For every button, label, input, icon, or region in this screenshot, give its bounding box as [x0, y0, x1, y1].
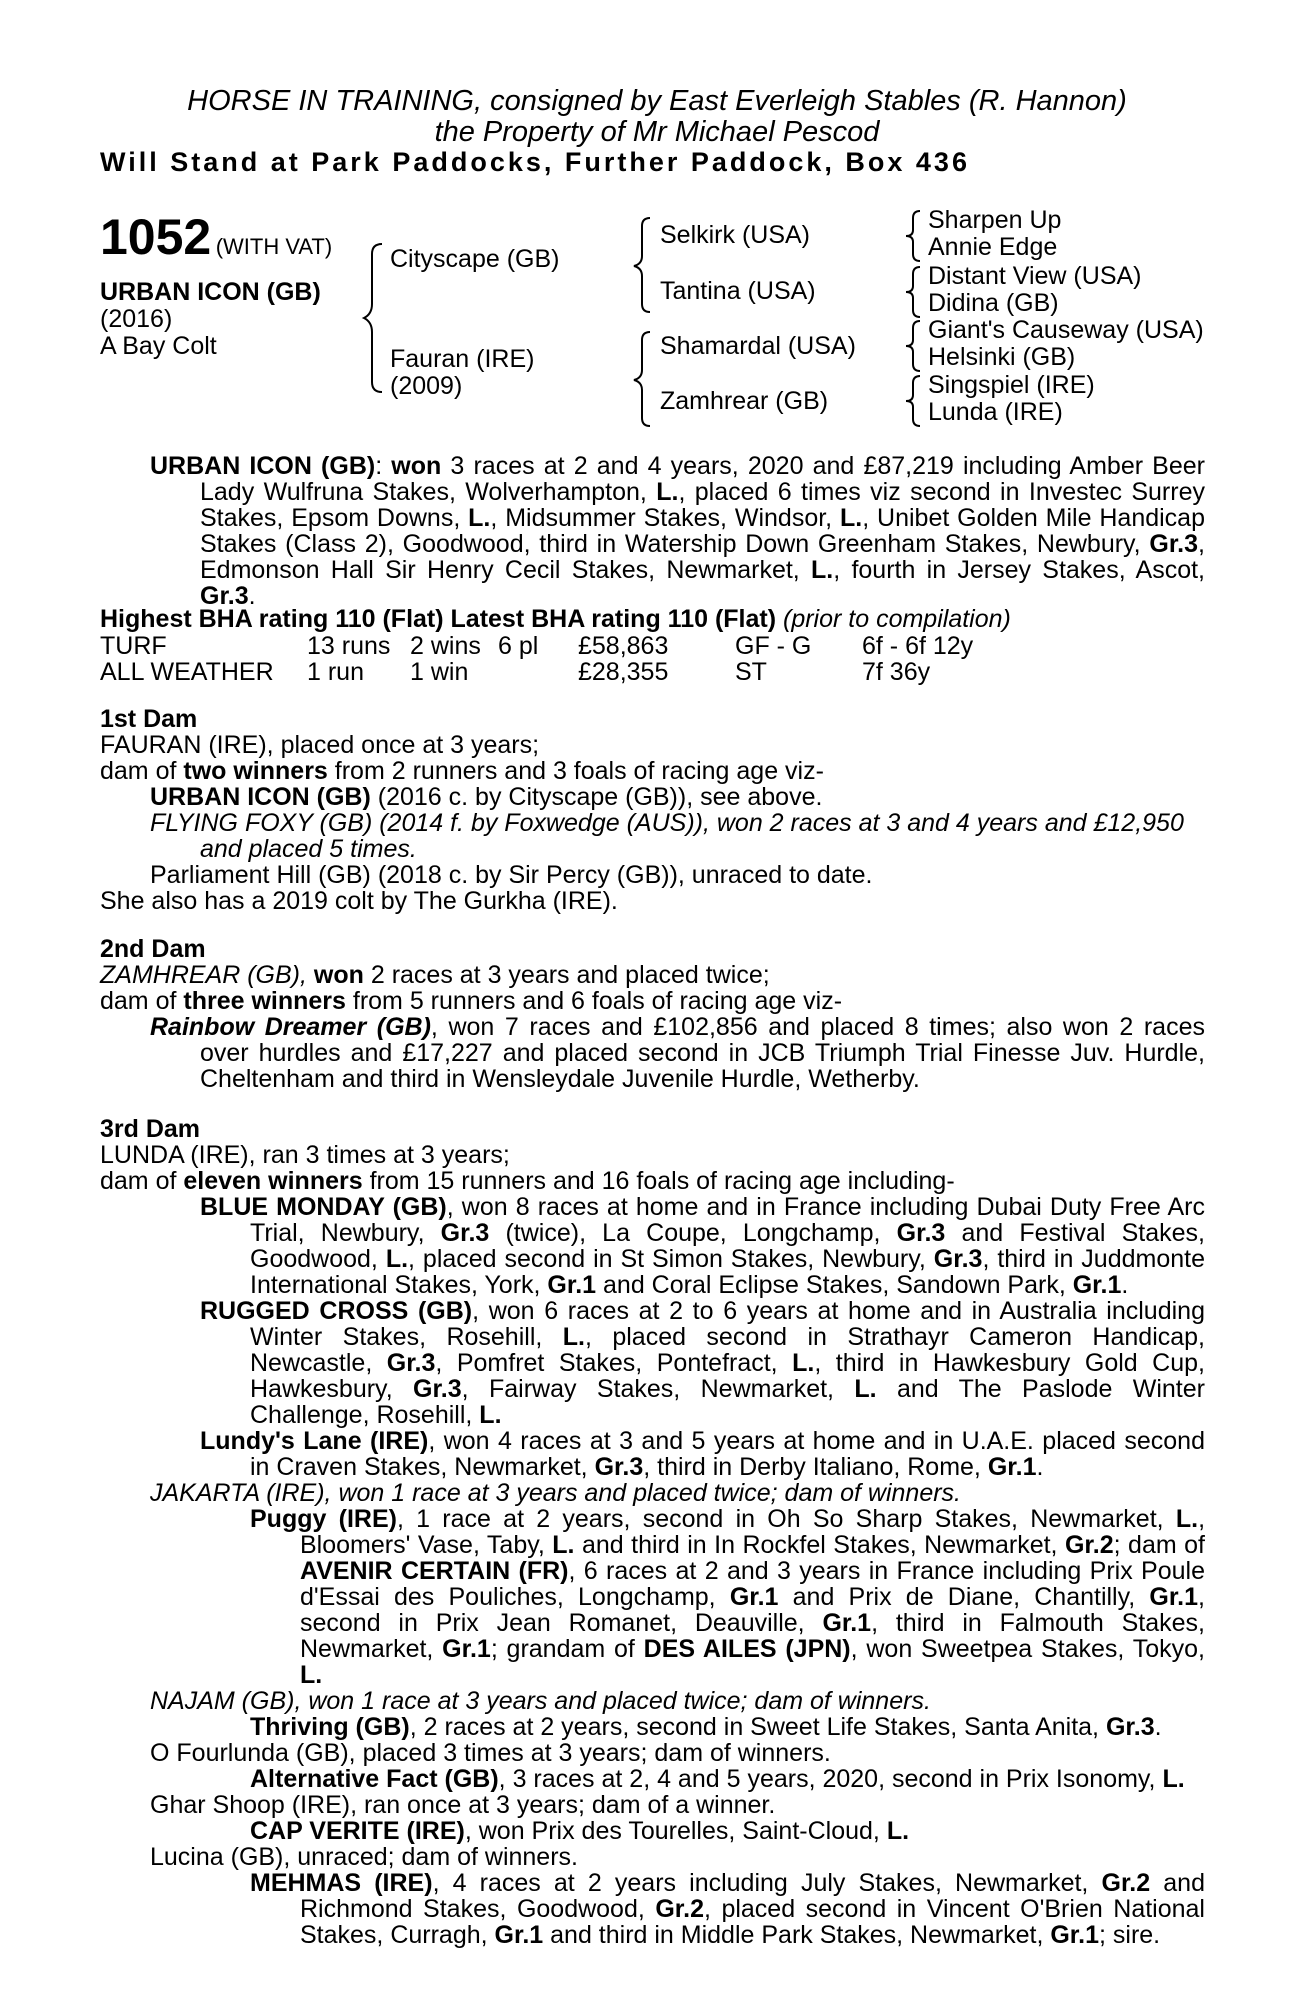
foaling-year: (2016): [100, 305, 173, 333]
jakarta: JAKARTA (IRE), won 1 race at 3 years and placed twice; dam of winners.: [150, 1479, 961, 1507]
dam-sire-dam: Helsinki (GB): [928, 343, 1076, 371]
consignor-line: HORSE IN TRAINING, consigned by East Everleigh Stables (R. Hannon): [187, 85, 1127, 117]
turf-surface: TURF: [100, 632, 167, 660]
sire-sire: Selkirk (USA): [660, 221, 811, 249]
ghar-shoop: Ghar Shoop (IRE), ran once at 3 years; dam of a winner.: [150, 1791, 776, 1819]
first-dam-section: 1st Dam FAURAN (IRE), placed once at 3 years; dam of two winners from 2 runners and 3 foals of racing age viz- URBAN ICON (GB) (2016 c. by Cityscape (GB)), see above. FLYING FOXY (GB) (2014 f. by Foxwedge (AUS)), won 2 races at 3 and 4 years and £12,950 and placed 5 times. Parliament Hill (GB) (2018 c. by Sir Percy (GB)), unraced to date. She also has a 2019 colt by The Gurkha (IRE).: [100, 706, 1205, 914]
aw-distance: 7f 36y: [862, 658, 931, 686]
flying-foxy: FLYING FOXY (GB) (2014 f. by Foxwedge (AUS)), won 2 races at 3 and 4 years and £12,950 and placed 5 times.: [150, 809, 1184, 863]
owner-line: the Property of Mr Michael Pescod: [434, 116, 880, 148]
thriving: Thriving (GB), 2 races at 2 years, second in Sweet Life Stakes, Santa Anita, Gr.3.: [250, 1713, 1162, 1741]
horse-name: URBAN ICON (GB): [100, 278, 321, 306]
sire-parents-brace-icon: [630, 214, 654, 314]
turf-earnings: £58,863: [578, 632, 669, 660]
dam-sire: Shamardal (USA): [660, 332, 856, 360]
gen3-brace-2-icon: [902, 264, 924, 320]
sire: Cityscape (GB): [390, 245, 560, 273]
horse-description: A Bay Colt: [100, 332, 217, 360]
dam-dam-dam: Lunda (IRE): [928, 398, 1063, 426]
cap-verite: CAP VERITE (IRE), won Prix des Tourelles, Saint-Cloud, L.: [250, 1817, 910, 1845]
dam-dam-sire: Singspiel (IRE): [928, 371, 1095, 399]
first-dam-line: FAURAN (IRE), placed once at 3 years;: [100, 731, 540, 759]
lot-block: [100, 208, 332, 266]
stand-location: Will Stand at Park Paddocks, Further Paddock, Box 436: [100, 147, 970, 177]
dam-sire-sire: Giant's Causeway (USA): [928, 316, 1204, 344]
sire-sire-dam: Annie Edge: [928, 233, 1058, 261]
vat-note: (WITH VAT): [215, 234, 333, 259]
race-record: URBAN ICON (GB): won 3 races at 2 and 4 years, 2020 and £87,219 including Amber Beer Lady Wulfruna Stakes, Wolverhampton, L., placed 6 times viz second in Investec Surrey Stakes, Epsom Downs, L., Midsummer Stakes, Windsor, L., Unibet Golden Mile Handicap Stakes (Class 2), Goodwood, third in Watership Down Greenham Stakes, Newbury, Gr.3, Edmonson Hall Sir Henry Cecil Stakes, Newmarket, L., fourth in Jersey Stakes, Ascot, Gr.3.: [150, 452, 1206, 610]
najam: NAJAM (GB), won 1 race at 3 years and placed twice; dam of winners.: [150, 1687, 931, 1715]
lot-number: 1052: [100, 209, 212, 265]
turf-wins: 2 wins: [410, 632, 481, 660]
aw-going: ST: [735, 658, 767, 686]
sire-dam: Tantina (USA): [660, 277, 816, 305]
lundys-lane: Lundy's Lane (IRE), won 4 races at 3 and 5 years at home and in U.A.E. placed second in Craven Stakes, Newmarket, Gr.3, third in Derby Italiano, Rome, Gr.1.: [200, 1427, 1205, 1481]
rugged-cross: RUGGED CROSS (GB), won 6 races at 2 to 6 years at home and in Australia including Winter Stakes, Rosehill, L., placed second in Strathayr Cameron Handicap, Newcastle, Gr.3, Pomfret Stakes, Pontefract, L., third in Hawkesbury Gold Cup, Hawkesbury, Gr.3, Fairway Stakes, Newmarket, L. and The Paslode Winter Challenge, Rosehill, L.: [200, 1297, 1205, 1429]
turf-distance: 6f - 6f 12y: [862, 632, 974, 660]
gen3-brace-3-icon: [902, 318, 924, 374]
turf-placed: 6 pl: [498, 632, 539, 660]
puggy: Puggy (IRE), 1 race at 2 years, second in Oh So Sharp Stakes, Newmarket, L., Bloomers' Vase, Taby, L. and third in In Rockfel Stakes, Newmarket, Gr.2; dam of AVENIR CERTAIN (FR), 6 races at 2 and 3 years in France including Prix Poule d'Essai des Pouliches, Longchamp, Gr.1 and Prix de Diane, Chantilly, Gr.1, second in Prix Jean Romanet, Deauville, Gr.1, third in Falmouth Stakes, Newmarket, Gr.1; grandam of DES AILES (JPN), won Sweetpea Stakes, Tokyo, L.: [250, 1505, 1206, 1689]
sire-dam-dam: Didina (GB): [928, 289, 1059, 317]
second-dam-heading: 2nd Dam: [100, 935, 206, 963]
dam: Fauran (IRE): [390, 345, 535, 373]
third-dam-heading: 3rd Dam: [100, 1115, 201, 1143]
aw-surface: ALL WEATHER: [100, 658, 274, 686]
aw-wins: 1 win: [410, 658, 469, 686]
dam-dam: Zamhrear (GB): [660, 387, 829, 415]
bha-rating: Highest BHA rating 110 (Flat) Latest BHA rating 110 (Flat) (prior to compilation): [100, 605, 1011, 633]
turf-going: GF - G: [735, 632, 812, 660]
sire-dam-brace-icon: [360, 240, 390, 400]
sire-sire-sire: Sharpen Up: [928, 206, 1062, 234]
dam-year: (2009): [390, 372, 463, 400]
aw-runs: 1 run: [307, 658, 364, 686]
blue-monday: BLUE MONDAY (GB), won 8 races at home and in France including Dubai Duty Free Arc Trial, Newbury, Gr.3 (twice), La Coupe, Longchamp, Gr.3 and Festival Stakes, Goodwood, L., placed second in St Simon Stakes, Newbury, Gr.3, third in Juddmonte International Stakes, York, Gr.1 and Coral Eclipse Stakes, Sandown Park, Gr.1.: [200, 1193, 1205, 1299]
aw-earnings: £28,355: [578, 658, 669, 686]
first-dam-heading: 1st Dam: [100, 705, 198, 733]
sire-dam-sire: Distant View (USA): [928, 262, 1142, 290]
lucina: Lucina (GB), unraced; dam of winners.: [150, 1843, 578, 1871]
dam-parents-brace-icon: [630, 328, 654, 428]
o-fourlunda: O Fourlunda (GB), placed 3 times at 3 years; dam of winners.: [150, 1739, 831, 1767]
gen3-brace-4-icon: [902, 373, 924, 429]
third-dam-section: 3rd Dam LUNDA (IRE), ran 3 times at 3 years; dam of eleven winners from 15 runners and 16 foals of racing age including- BLUE MONDAY (GB), won 8 races at home and in France including Dubai Duty Free Arc Trial, Newbury, Gr.3 (twice), La Coupe, Longchamp, Gr.3 and Festival Stakes, Goodwood, L., placed second in St Simon Stakes, Newbury, Gr.3, third in Juddmonte International Stakes, York, Gr.1 and Coral Eclipse Stakes, Sandown Park, Gr.1. RUGGED CROSS (GB), won 6 races at 2 to 6 years at home and in Australia including Winter Stakes, Rosehill, L., placed second in Strathayr Cameron Handicap, Newcastle, Gr.3, Pomfret Stakes, Pontefract, L., third in Hawkesbury Gold Cup, Hawkesbury, Gr.3, Fairway Stakes, Newmarket, L. and The Paslode Winter Challenge, Rosehill, L. Lundy's Lane (IRE), won 4 races at 3 and 5 years at home and in U.A.E. placed second in Craven Stakes, Newmarket, Gr.3, third in Derby Italiano, Rome, Gr.1. JAKARTA (IRE), won 1 race at 3 years and placed twice; dam of winners. Puggy (IRE), 1 race at 2 years, second in Oh So Sharp Stakes, Newmarket, L., Bloomers' Vase, Taby, L. and third in In Rockfel Stakes, Newmarket, Gr.2; dam of AVENIR CERTAIN (FR), 6 races at 2 and 3 years in France including Prix Poule d'Essai des Pouliches, Longchamp, Gr.1 and Prix de Diane, Chantilly, Gr.1, second in Prix Jean Romanet, Deauville, Gr.1, third in Falmouth Stakes, Newmarket, Gr.1; grandam of DES AILES (JPN), won Sweetpea Stakes, Tokyo, L. NAJAM (GB), won 1 race at 3 years and placed twice; dam of winners. Thriving (GB), 2 races at 2 years, second in Sweet Life Stakes, Santa Anita, Gr.3. O Fourlunda (GB), placed 3 times at 3 years; dam of winners. Alternative Fact (GB), 3 races at 2, 4 and 5 years, 2020, second in Prix Isonomy, L. Ghar Shoop (IRE), ran once at 3 years; dam of a winner. CAP VERITE (IRE), won Prix des Tourelles, Saint-Cloud, L. Lucina (GB), unraced; dam of winners. MEHMAS (IRE), 4 races at 2 years including July Stakes, Newmarket, Gr.2 and Richmond Stakes, Goodwood, Gr.2, placed second in Vincent O'Brien National Stakes, Curragh, Gr.1 and third in Middle Park Stakes, Newmarket, Gr.1; sire.: [100, 1115, 1206, 1949]
mehmas: MEHMAS (IRE), 4 races at 2 years including July Stakes, Newmarket, Gr.2 and Richmond Stakes, Goodwood, Gr.2, placed second in Vincent O'Brien National Stakes, Curragh, Gr.1 and third in Middle Park Stakes, Newmarket, Gr.1; sire.: [250, 1869, 1205, 1949]
turf-runs: 13 runs: [307, 632, 391, 660]
gen3-brace-1-icon: [902, 208, 924, 264]
alternative-fact: Alternative Fact (GB), 3 races at 2, 4 and 5 years, 2020, second in Prix Isonomy, L.: [250, 1765, 1185, 1793]
second-dam-section: 2nd Dam ZAMHREAR (GB), won 2 races at 3 years and placed twice; dam of three winners from 5 runners and 6 foals of racing age viz- Rainbow Dreamer (GB), won 7 races and £102,856 and placed 8 times; also won 2 races over hurdles and £17,227 and placed second in JCB Triumph Trial Finesse Juv. Hurdle, Cheltenham and third in Wensleydale Juvenile Hurdle, Wetherby.: [100, 935, 1205, 1093]
